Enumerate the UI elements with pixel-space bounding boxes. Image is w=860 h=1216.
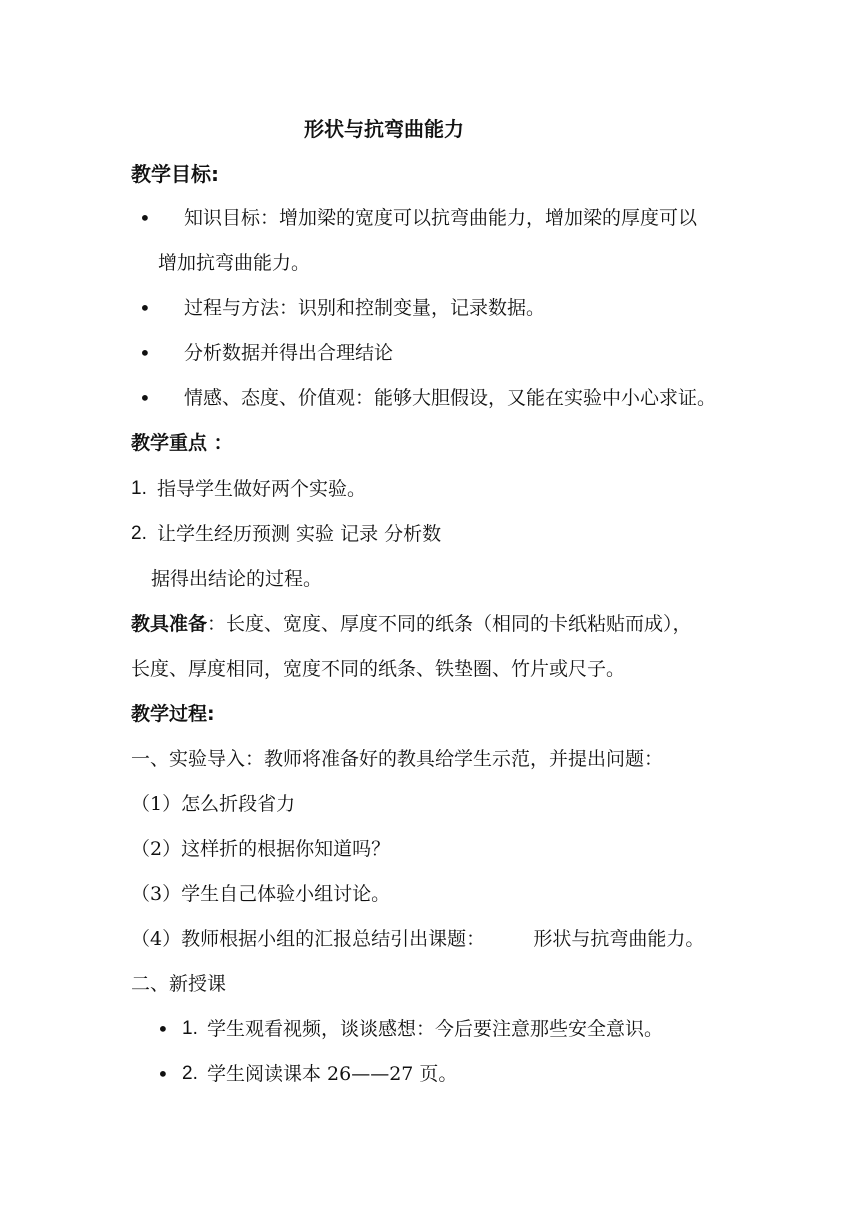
objectives-heading: 教学目标: [131, 162, 219, 186]
bullet-icon: • [157, 1062, 169, 1086]
bullet-icon: • [157, 1017, 169, 1041]
objective-item-1-continued: 增加抗弯曲能力。 [158, 252, 311, 274]
document-title: 形状与抗弯曲能力 [304, 117, 464, 141]
step-2-number: 2. [182, 1063, 198, 1084]
materials-label: 教具准备 [131, 613, 208, 635]
new-lesson-heading: 二、新授课 [131, 973, 227, 995]
objective-item-3: 分析数据并得出合理结论 [184, 342, 394, 364]
process-intro: 一、实验导入：教师将准备好的教具给学生示范，并提出问题： [131, 748, 664, 770]
question-2: （2）这样折的根据你知道吗？ [131, 838, 391, 860]
key-point-2: 让学生经历预测 实验 记录 分析数 [157, 523, 442, 545]
step-1-number: 1. [182, 1018, 198, 1039]
materials-paragraph [131, 611, 692, 637]
objective-item-2: 过程与方法：识别和控制变量，记录数据。 [184, 297, 546, 319]
key-point-1-number: 1. [131, 478, 147, 499]
bullet-icon: • [139, 341, 151, 365]
question-3: （3）学生自己体验小组讨论。 [131, 883, 391, 905]
key-point-2-number: 2. [131, 523, 147, 544]
bullet-icon: • [139, 386, 151, 410]
question-1: （1）怎么折段省力 [131, 793, 296, 815]
materials-line-1: ：长度、宽度、厚度不同的纸条（相同的卡纸粘贴而成）， [207, 613, 692, 635]
bullet-icon: • [139, 206, 151, 230]
materials-line-2: 长度、厚度相同，宽度不同的纸条、铁垫圈、竹片或尺子。 [131, 658, 626, 680]
key-point-1: 指导学生做好两个实验。 [157, 478, 367, 500]
step-1: 学生观看视频，谈谈感想：今后要注意那些安全意识。 [207, 1018, 664, 1040]
key-point-2-continued: 据得出结论的过程。 [151, 568, 323, 590]
objective-item-1: 知识目标：增加梁的宽度可以抗弯曲能力，增加梁的厚度可以 [184, 207, 698, 229]
key-points-heading: 教学重点 ： [131, 432, 233, 454]
step-2: 学生阅读课本 26——27 页。 [207, 1063, 458, 1085]
objective-item-4: 情感、态度、价值观：能够大胆假设，又能在实验中小心求证。 [184, 387, 717, 409]
process-heading: 教学过程: [131, 703, 215, 725]
bullet-icon: • [139, 296, 151, 320]
question-4: （4）教师根据小组的汇报总结引出课题： 形状与抗弯曲能力。 [131, 928, 705, 950]
